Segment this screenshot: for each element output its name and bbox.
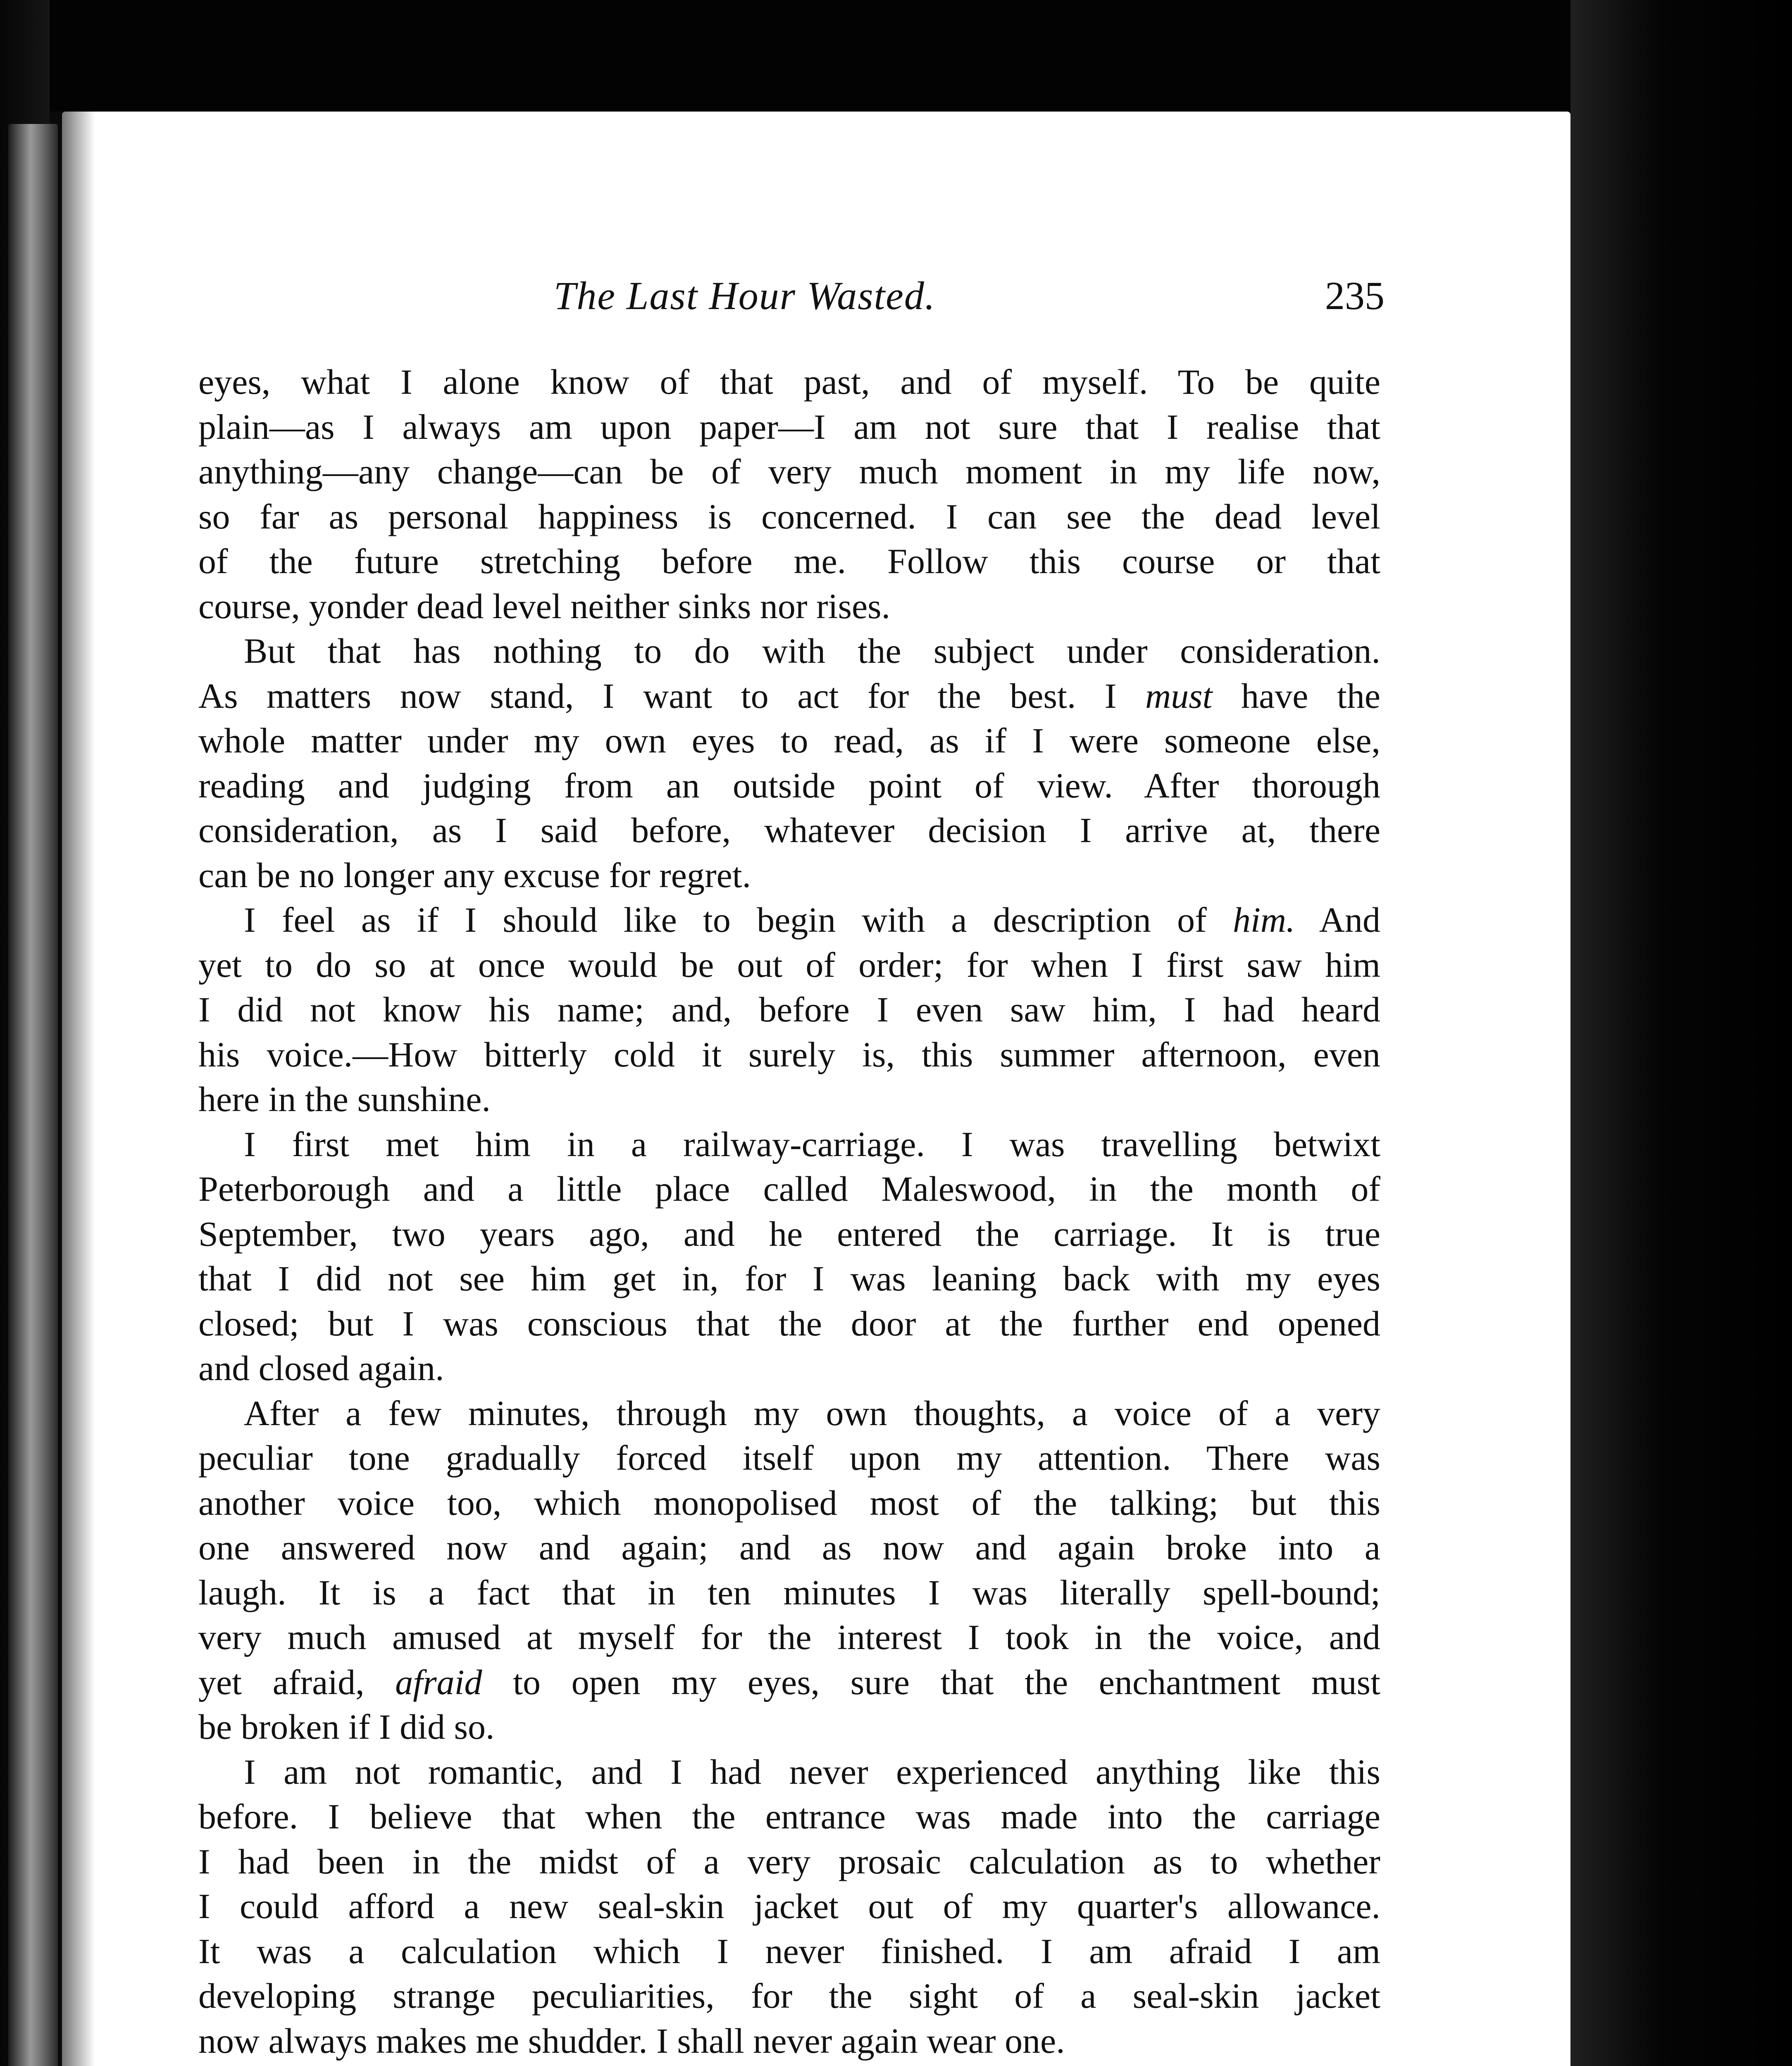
- text-line: consideration, as I said before, whatever decision I arrive at, there: [198, 810, 1380, 850]
- gutter-shadow: [62, 112, 95, 2066]
- text-line: But that has nothing to do with the subject under consideration.: [244, 631, 1380, 671]
- text-line: closed; but I was conscious that the door at the further end opened: [198, 1303, 1380, 1343]
- text-line: here in the sunshine.: [198, 1079, 491, 1119]
- text-line: laugh. It is a fact that in ten minutes I was literally spell-bound;: [198, 1572, 1380, 1612]
- text-line: I am not romantic, and I had never experienced anything like this: [244, 1752, 1380, 1792]
- text-line: before. I believe that when the entrance was made into the carriage: [198, 1797, 1380, 1836]
- text-line: of the future stretching before me. Follow this course or that: [198, 541, 1380, 581]
- text-line: one answered now and again; and as now and again broke into a: [198, 1528, 1380, 1567]
- text-line: that I did not see him get in, for I was leaning back with my eyes: [198, 1259, 1380, 1298]
- text-line: Peterborough and a little place called Maleswood, in the month of: [198, 1169, 1380, 1209]
- text-line: whole matter under my own eyes to read, as if I were someone else,: [198, 721, 1380, 760]
- text-line: so far as personal happiness is concerned. I can see the dead level: [198, 496, 1380, 536]
- text-line: reading and judging from an outside point of view. After thorough: [198, 765, 1380, 805]
- text-line: It was a calculation which I never finished. I am afraid I am: [198, 1931, 1380, 1971]
- text-line: peculiar tone gradually forced itself upon my attention. There was: [198, 1438, 1380, 1478]
- text-line: I could afford a new seal-skin jacket out of my quarter's allowance.: [198, 1886, 1380, 1926]
- italic-emphasis: afraid: [395, 1662, 482, 1702]
- text-line: As matters now stand, I want to act for the best. I must have the: [198, 676, 1381, 716]
- text-line: now always makes me shudder. I shall never again wear one.: [198, 2021, 1065, 2061]
- text-line: another voice too, which monopolised most of the talking; but this: [198, 1483, 1380, 1523]
- text-line: eyes, what I alone know of that past, and of myself. To be quite: [198, 362, 1380, 402]
- italic-emphasis: him.: [1232, 900, 1295, 940]
- text-line: September, two years ago, and he entered the carriage. It is true: [198, 1214, 1380, 1254]
- page-header: [203, 273, 1385, 331]
- text-line: I had been in the midst of a very prosaic calculation as to whether: [198, 1841, 1380, 1881]
- text-line: anything—any change—can be of very much moment in my life now,: [198, 452, 1380, 491]
- text-line: very much amused at myself for the interest I took in the voice, and: [198, 1617, 1380, 1657]
- text-line: [198, 2063, 1380, 2066]
- text-line: I first met him in a railway-carriage. I was travelling betwixt: [244, 1124, 1380, 1164]
- page-number: 235: [1325, 274, 1385, 318]
- text-line: I did not know his name; and, before I even saw him, I had heard: [198, 990, 1380, 1029]
- text-line: After a few minutes, through my own thoughts, a voice of a very: [244, 1393, 1380, 1433]
- text-line: developing strange peculiarities, for the sight of a seal-skin jacket: [198, 1976, 1380, 2016]
- text-line: plain—as I always am upon paper—I am not sure that I realise that: [198, 407, 1380, 447]
- italic-emphasis: must: [1145, 676, 1213, 716]
- running-title: The Last Hour Wasted.: [554, 274, 936, 318]
- text-line: yet afraid, afraid to open my eyes, sure that the enchantment must: [198, 1662, 1381, 1702]
- text-line: can be no longer any excuse for regret.: [198, 855, 751, 895]
- scan-top-margin: [0, 0, 1792, 112]
- scan-right-margin: [1570, 0, 1792, 2066]
- text-line: and closed again.: [198, 1348, 444, 1388]
- text-line: I feel as if I should like to begin with a description of him. And: [244, 900, 1381, 940]
- text-line: course, yonder dead level neither sinks nor rises.: [198, 586, 891, 626]
- text-line: his voice.—How bitterly cold it surely is, this summer afternoon, even: [198, 1034, 1380, 1074]
- previous-page-edge: [8, 124, 58, 2066]
- text-line: be broken if I did so.: [198, 1707, 495, 1747]
- text-line: yet to do so at once would be out of order; for when I first saw him: [198, 945, 1380, 985]
- body-text: [198, 359, 1380, 2066]
